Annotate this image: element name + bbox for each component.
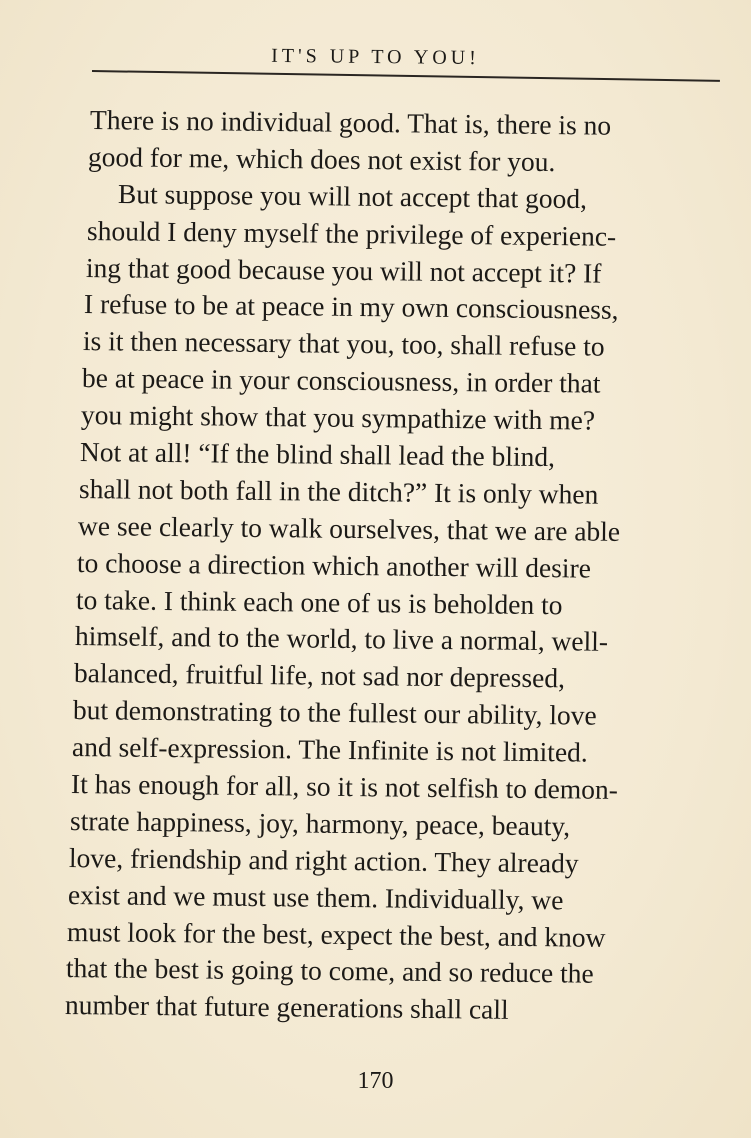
- text-line: I refuse to be at peace in my own consciousness,: [83, 288, 619, 326]
- text-line: ing that good because you will not accept it? If: [85, 251, 602, 289]
- running-head: IT'S UP TO YOU!: [271, 44, 480, 70]
- text-line: But suppose you will not accept that good,: [117, 177, 588, 214]
- text-line: must look for the best, expect the best, and know: [66, 915, 606, 953]
- text-line: is it then necessary that you, too, shall refuse to: [82, 325, 605, 362]
- text-line: to take. I think each one of us is beholden to: [75, 583, 563, 620]
- text-line: you might show that you sympathize with me?: [80, 399, 596, 436]
- body-text: [62, 102, 722, 1024]
- text-line: balanced, fruitful life, not sad nor depressed,: [73, 657, 566, 694]
- text-line: Not at all! “If the blind shall lead the blind,: [79, 436, 556, 473]
- text-line: shall not both fall in the ditch?” It is only when: [78, 472, 599, 510]
- text-line: good for me, which does not exist for you.: [87, 140, 556, 177]
- text-line: strate happiness, joy, harmony, peace, beauty,: [69, 804, 571, 842]
- text-line: should I deny myself the privilege of experienc-: [86, 214, 617, 252]
- text-line: that the best is going to come, and so reduce the: [65, 952, 594, 990]
- text-line: It has enough for all, so it is not selfish to demon-: [70, 768, 619, 805]
- text-line: we see clearly to walk ourselves, that we are able: [77, 509, 621, 547]
- page-number: 170: [357, 1068, 394, 1094]
- text-line: be at peace in your consciousness, in order that: [81, 362, 601, 399]
- text-line: love, friendship and right action. They already: [68, 841, 579, 879]
- text-line: and self-expression. The Infinite is not limited.: [71, 731, 588, 768]
- text-line: exist and we must use them. Individually, we: [67, 878, 564, 916]
- text-line: himself, and to the world, to live a normal, well-: [74, 620, 609, 658]
- text-line: to choose a direction which another will desire: [76, 546, 592, 584]
- text-line: number that future generations shall call: [64, 989, 509, 1026]
- header-rule: [92, 70, 720, 82]
- text-line: There is no individual good. That is, there is no: [89, 104, 612, 141]
- text-line: but demonstrating to the fullest our ability, love: [72, 694, 597, 731]
